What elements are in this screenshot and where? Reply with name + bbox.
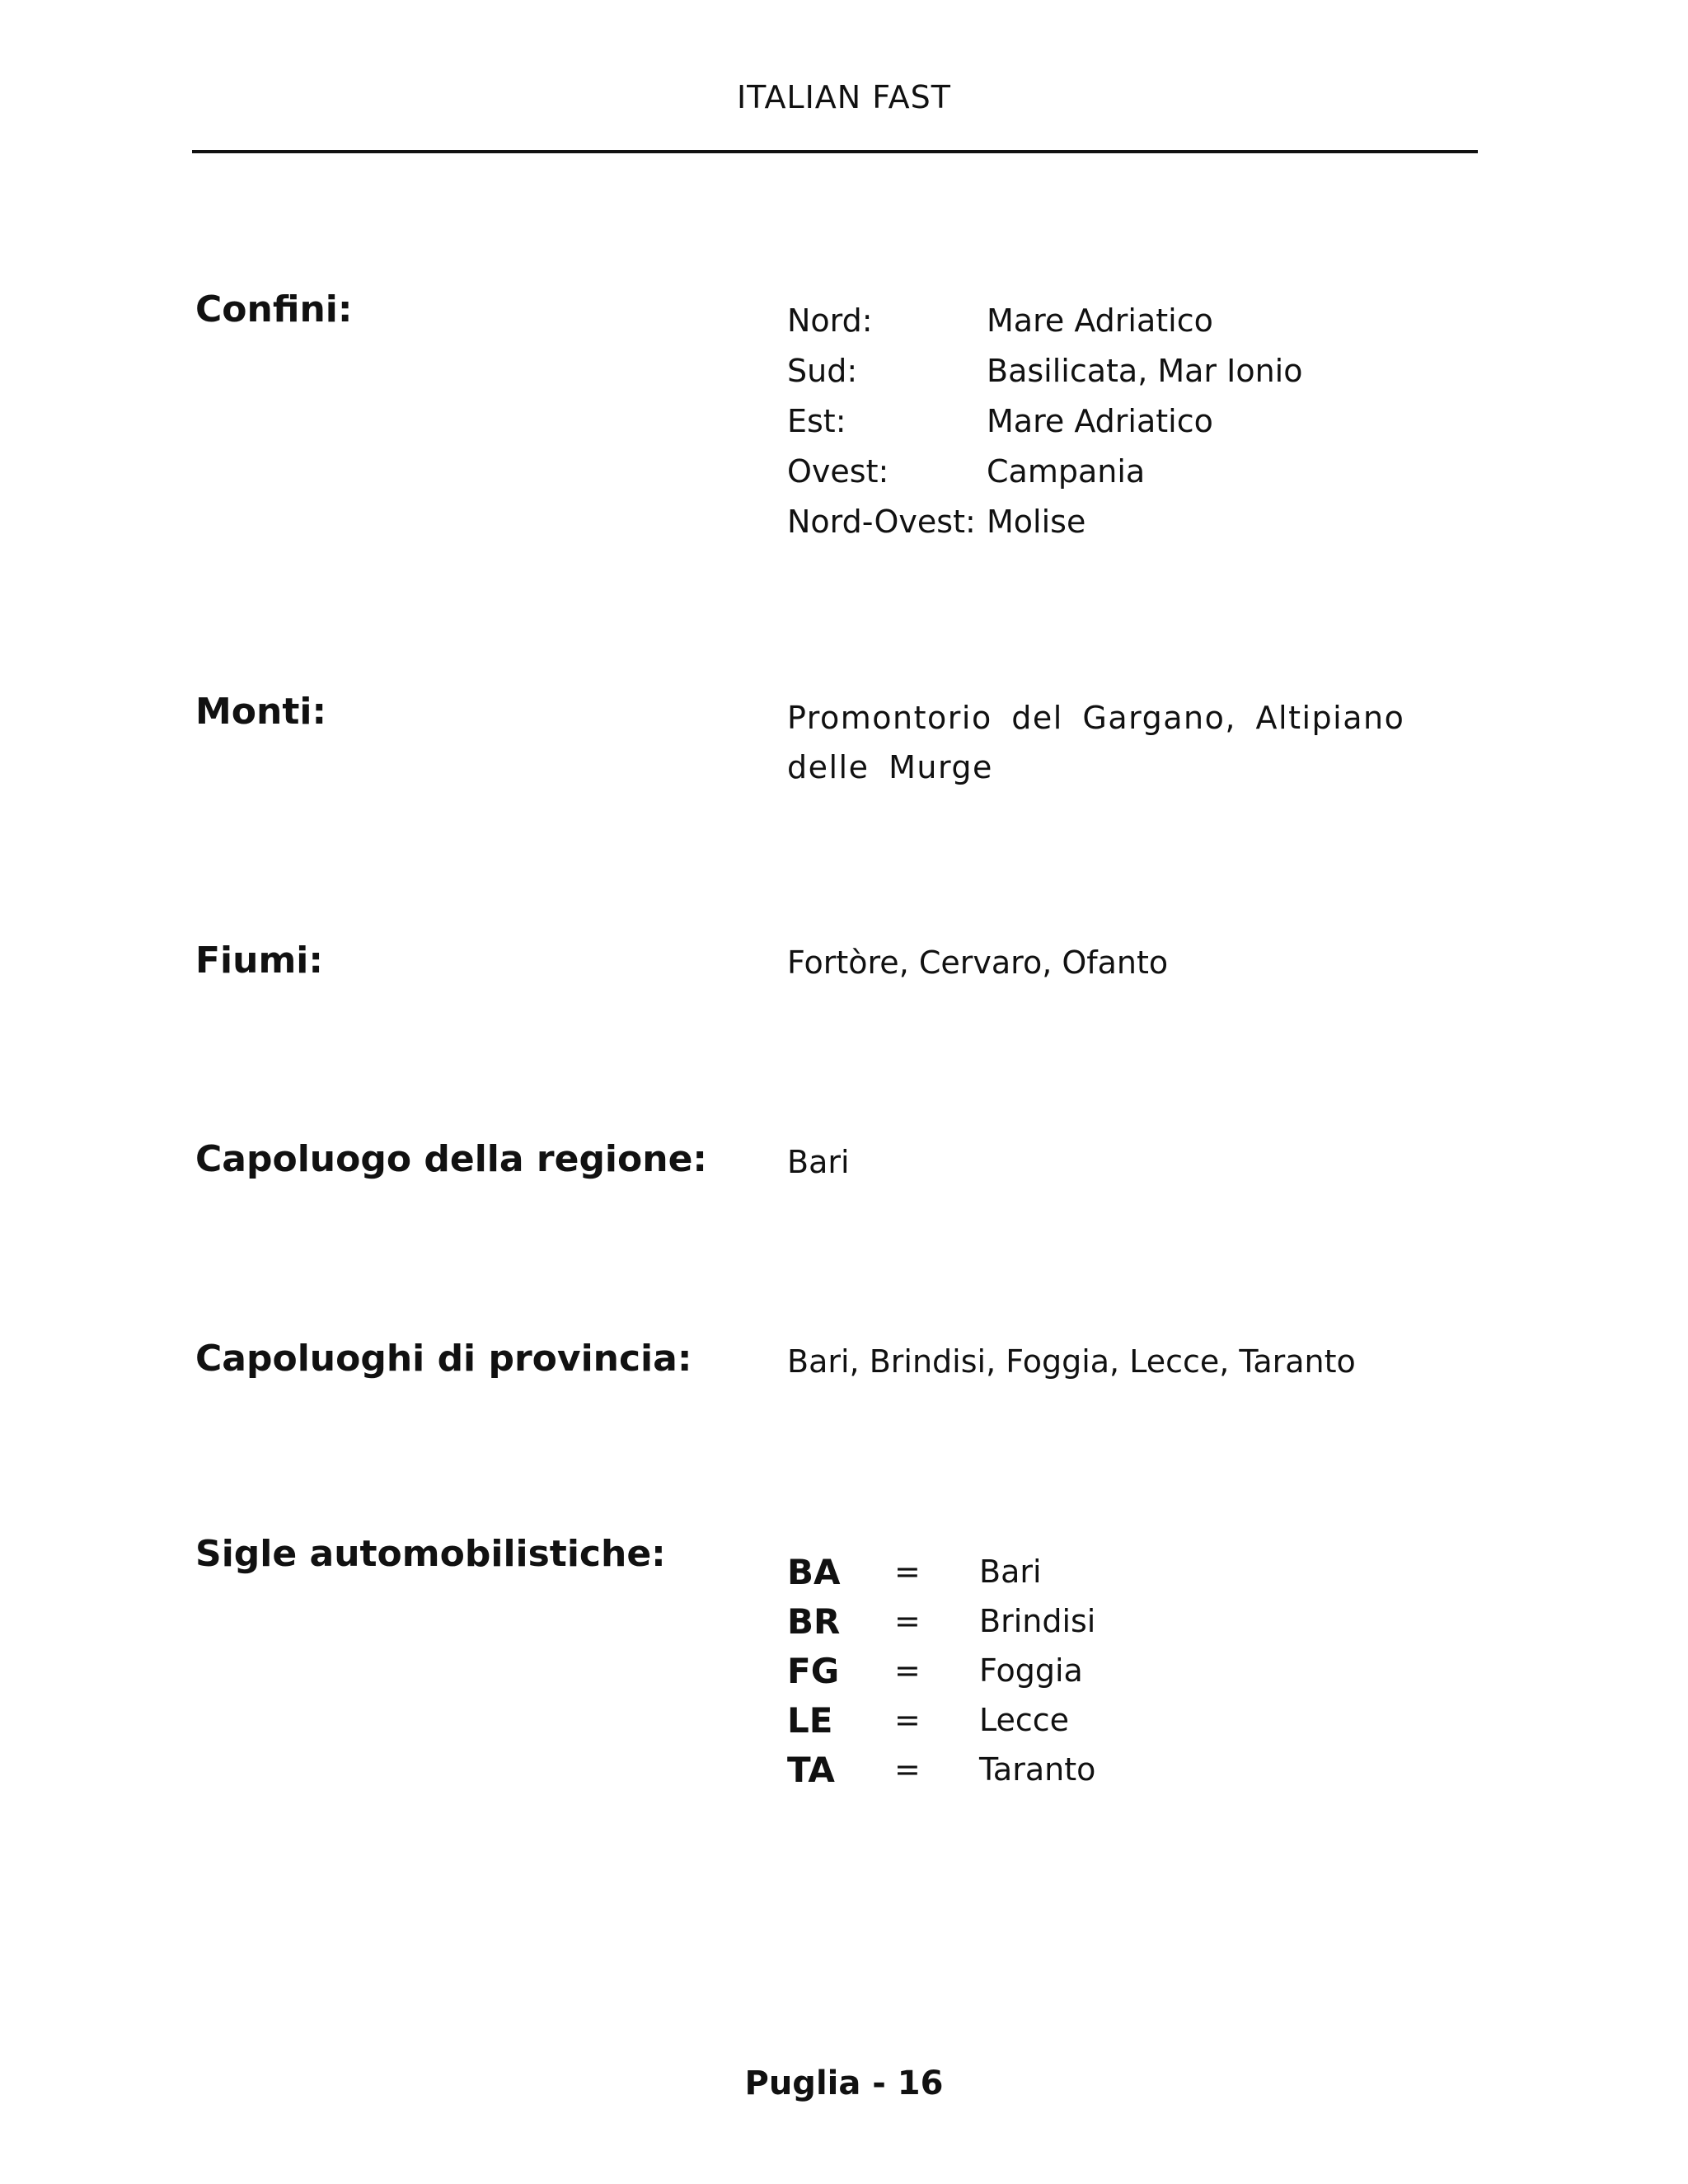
- sigla-equals: =: [894, 1603, 921, 1639]
- confini-list: [787, 295, 1302, 546]
- confini-value: Mare Adriatico: [987, 402, 1213, 439]
- sigla-row-ta: [787, 1745, 1095, 1794]
- confini-direction: Est:: [787, 402, 846, 439]
- sigla-city: Taranto: [979, 1751, 1096, 1788]
- sigla-row-fg: [787, 1646, 1095, 1695]
- monti-value: Promontorio del Gargano, Altipiano delle Murge: [787, 700, 1405, 785]
- fiumi-label: Fiumi:: [195, 940, 323, 982]
- monti-label: Monti:: [195, 691, 327, 733]
- confini-row-sud: [787, 345, 1302, 396]
- sigla-code: LE: [787, 1699, 833, 1741]
- sigla-city: Brindisi: [979, 1603, 1096, 1639]
- sigla-code: BR: [787, 1601, 841, 1642]
- fiumi-value: Fortòre, Cervaro, Ofanto: [787, 944, 1169, 981]
- sigla-row-le: [787, 1695, 1095, 1745]
- sigla-code: TA: [787, 1749, 835, 1790]
- sigla-equals: =: [894, 1702, 921, 1738]
- confini-value: Basilicata, Mar Ionio: [987, 352, 1303, 389]
- sigla-equals: =: [894, 1652, 921, 1689]
- confini-label: Confini:: [195, 288, 353, 330]
- capoluogo-regione-label: Capoluogo della regione:: [195, 1138, 708, 1180]
- page-footer: Puglia - 16: [744, 2064, 944, 2102]
- sigla-city: Foggia: [979, 1652, 1083, 1689]
- confini-value: Mare Adriatico: [987, 302, 1213, 339]
- confini-row-ovest: [787, 446, 1302, 496]
- sigla-city: Bari: [979, 1554, 1042, 1590]
- confini-row-nord: [787, 295, 1302, 345]
- confini-value: Campania: [987, 452, 1146, 490]
- confini-row-nord-ovest: [787, 496, 1302, 546]
- confini-direction: Ovest:: [787, 452, 889, 490]
- sigla-row-ba: [787, 1547, 1095, 1596]
- confini-direction: Nord:: [787, 302, 873, 339]
- capoluogo-regione-value: Bari: [787, 1144, 850, 1180]
- sigla-code: FG: [787, 1650, 840, 1691]
- sigla-city: Lecce: [979, 1702, 1070, 1738]
- sigla-row-br: [787, 1596, 1095, 1646]
- confini-row-est: [787, 396, 1302, 446]
- header-divider: [192, 150, 1478, 153]
- capoluoghi-provincia-label: Capoluoghi di provincia:: [195, 1338, 692, 1380]
- sigla-code: BA: [787, 1551, 841, 1592]
- confini-direction: Nord-Ovest:: [787, 503, 976, 540]
- sigle-list: [787, 1547, 1095, 1794]
- page-header-title: ITALIAN FAST: [736, 79, 952, 115]
- capoluoghi-provincia-value: Bari, Brindisi, Foggia, Lecce, Taranto: [787, 1343, 1356, 1380]
- sigla-equals: =: [894, 1554, 921, 1590]
- confini-direction: Sud:: [787, 352, 858, 389]
- confini-value: Molise: [987, 503, 1086, 540]
- sigle-label: Sigle automobilistiche:: [195, 1533, 666, 1575]
- sigla-equals: =: [894, 1751, 921, 1788]
